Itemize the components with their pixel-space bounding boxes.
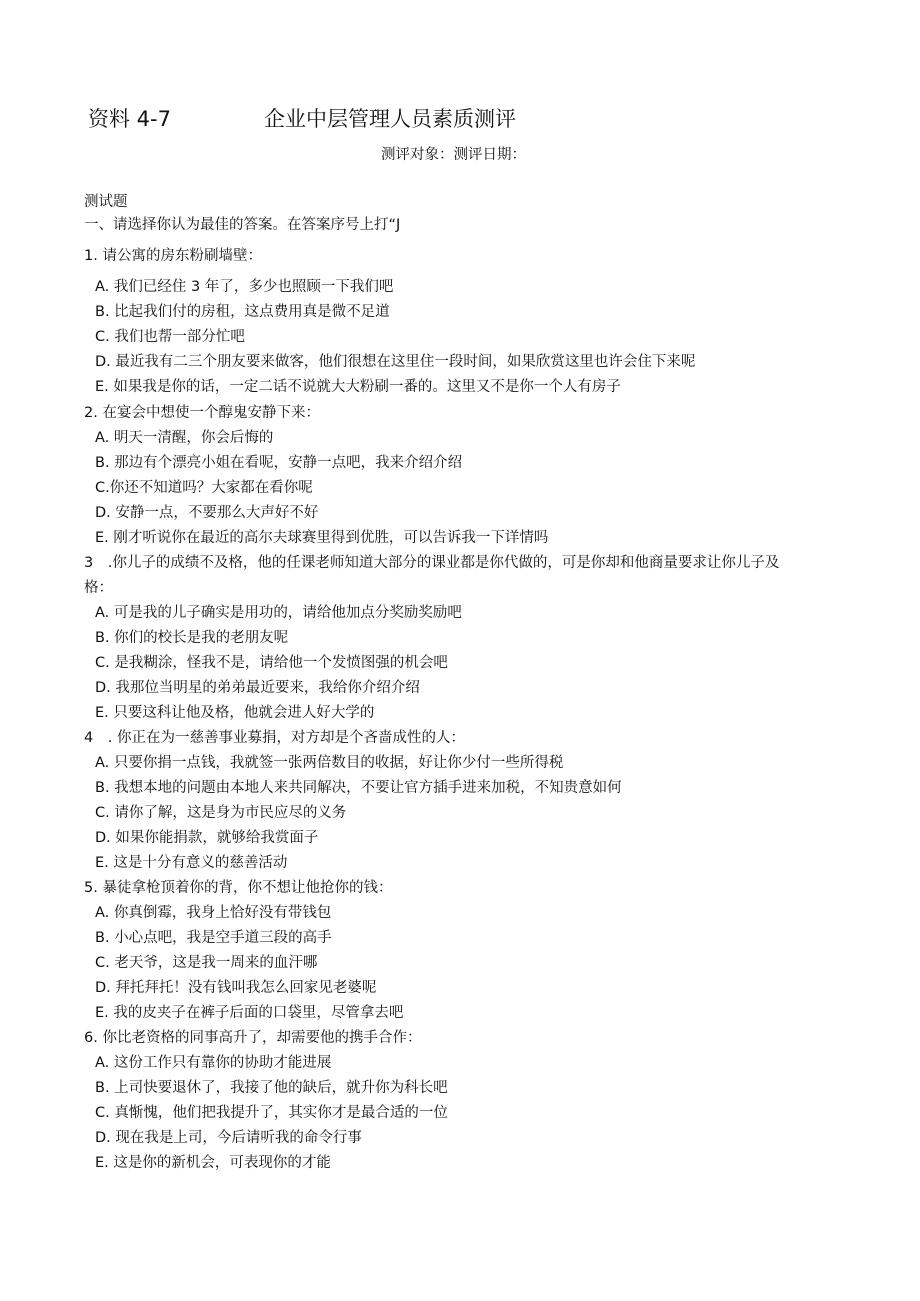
question-4-option-b[interactable]: B. 我想本地的问题由本地人来共同解决，不要让官方插手进来加税，不知贵意如何	[95, 780, 622, 796]
question-2-option-a[interactable]: A. 明天一清醒，你会后悔的	[95, 430, 274, 446]
question-1-prompt: 1. 请公寓的房东粉刷墙壁：	[84, 248, 262, 264]
evaluation-meta-line: 测评对象：测评日期：	[381, 147, 526, 163]
question-2-option-e[interactable]: E. 刚才听说你在最近的高尔夫球赛里得到优胜，可以告诉我一下详情吗	[95, 530, 549, 546]
question-5-option-c[interactable]: C. 老天爷，这是我一周来的血汗哪	[95, 955, 318, 971]
section-label: 测试题	[84, 194, 128, 210]
question-1-option-e[interactable]: E. 如果我是你的话，一定二话不说就大大粉刷一番的。这里又不是你一个人有房子	[95, 379, 621, 395]
question-2-option-b[interactable]: B. 那边有个漂亮小姐在看呢，安静一点吧，我来介绍介绍	[95, 455, 463, 471]
question-1-option-a[interactable]: A. 我们已经住 3 年了，多少也照顾一下我们吧	[95, 279, 394, 295]
question-3-prompt: 3 .你儿子的成绩不及格，他的任课老师知道大部分的课业都是你代做的，可是你却和他商量要求让你儿子及	[84, 555, 780, 571]
question-6-option-d[interactable]: D. 现在我是上司，今后请听我的命令行事	[95, 1130, 362, 1146]
question-6-option-a[interactable]: A. 这份工作只有靠你的协助才能进展	[95, 1055, 332, 1071]
question-6-option-b[interactable]: B. 上司快要退休了，我接了他的缺后，就升你为科长吧	[95, 1080, 448, 1096]
material-number: 资料 4-7	[88, 107, 171, 131]
question-3-option-e[interactable]: E. 只要这科让他及格，他就会进人好大学的	[95, 705, 375, 721]
question-6-option-e[interactable]: E. 这是你的新机会，可表现你的才能	[95, 1155, 331, 1171]
question-5-option-d[interactable]: D. 拜托拜托！没有钱叫我怎么回家见老婆呢	[95, 980, 377, 996]
question-4-option-d[interactable]: D. 如果你能捐款，就够给我赏面子	[95, 830, 319, 846]
question-3-option-c[interactable]: C. 是我糊涂，怪我不是，请给他一个发愤图强的机会吧	[95, 655, 448, 671]
question-6-prompt: 6. 你比老资格的同事高升了，却需要他的携手合作：	[84, 1030, 422, 1046]
question-3-prompt-continued: 格：	[84, 580, 113, 596]
question-4-option-c[interactable]: C. 请你了解，这是身为市民应尽的义务	[95, 805, 347, 821]
question-5-prompt: 5. 暴徒拿枪顶着你的背，你不想让他抢你的钱：	[84, 880, 393, 896]
question-1-option-d[interactable]: D. 最近我有二三个朋友要来做客，他们很想在这里住一段时间，如果欣赏这里也许会住下来呢	[95, 354, 696, 370]
question-1-option-b[interactable]: B. 比起我们付的房租，这点费用真是微不足道	[95, 304, 390, 320]
question-5-option-e[interactable]: E. 我的皮夹子在裤子后面的口袋里，尽管拿去吧	[95, 1005, 404, 1021]
question-3-option-d[interactable]: D. 我那位当明星的弟弟最近要来，我给你介绍介绍	[95, 680, 420, 696]
question-3-option-b[interactable]: B. 你们的校长是我的老朋友呢	[95, 630, 289, 646]
question-2-option-d[interactable]: D. 安静一点，不要那么大声好不好	[95, 505, 319, 521]
question-5-option-a[interactable]: A. 你真倒霉，我身上恰好没有带钱包	[95, 905, 332, 921]
question-4-option-a[interactable]: A. 只要你捐一点钱，我就签一张两倍数目的收据，好让你少付一些所得税	[95, 755, 564, 771]
question-1-option-c[interactable]: C. 我们也帮一部分忙吧	[95, 329, 245, 345]
page-title: 企业中层管理人员素质测评	[264, 107, 516, 131]
question-5-option-b[interactable]: B. 小心点吧，我是空手道三段的高手	[95, 930, 332, 946]
question-2-prompt: 2. 在宴会中想使一个醇鬼安静下来：	[84, 405, 320, 421]
question-6-option-c[interactable]: C. 真惭愧，他们把我提升了，其实你才是最合适的一位	[95, 1105, 448, 1121]
instruction: 一、请选择你认为最佳的答案。在答案序号上打“J	[84, 217, 401, 233]
question-3-option-a[interactable]: A. 可是我的儿子确实是用功的，请给他加点分奖励奖励吧	[95, 605, 462, 621]
question-2-option-c[interactable]: C.你还不知道吗？大家都在看你呢	[95, 480, 313, 496]
question-4-prompt: 4 . 你正在为一慈善事业募捐，对方却是个吝啬成性的人：	[84, 730, 465, 746]
question-4-option-e[interactable]: E. 这是十分有意义的慈善活动	[95, 855, 288, 871]
